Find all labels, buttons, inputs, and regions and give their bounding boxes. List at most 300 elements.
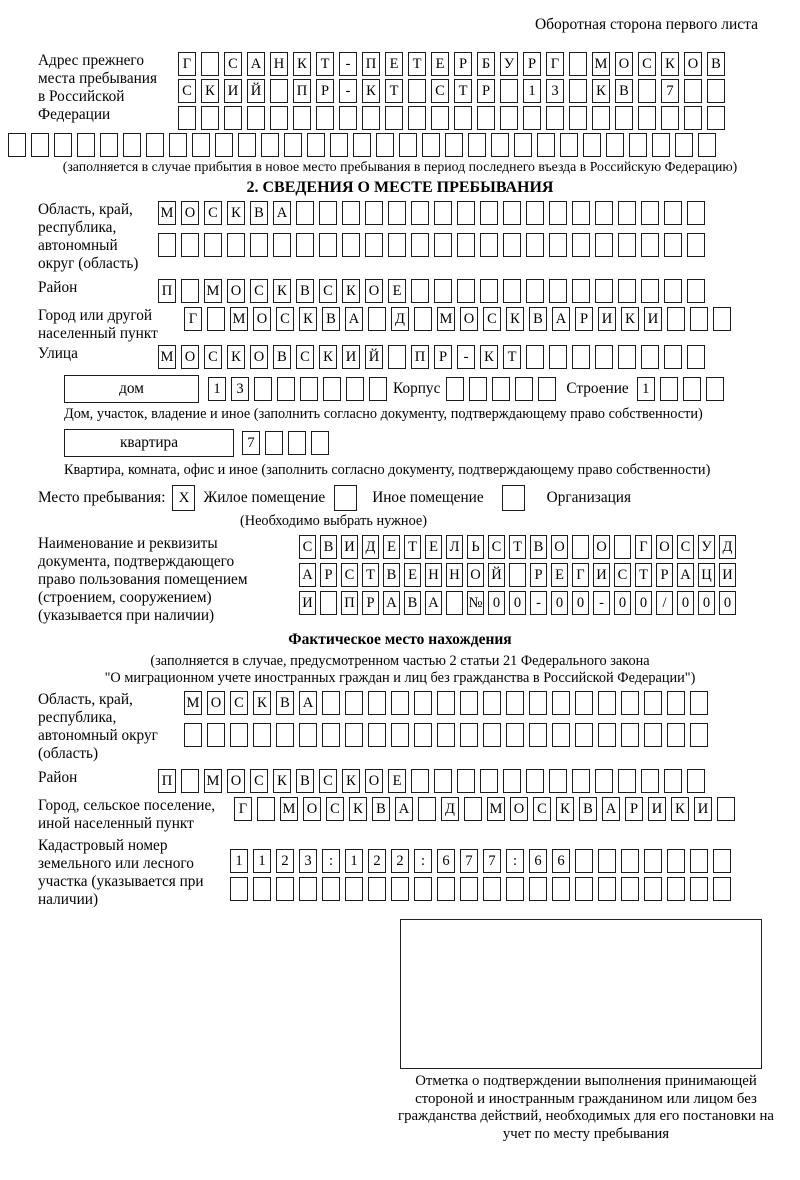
- empty-char-cell: [621, 723, 639, 747]
- empty-char-cell: [560, 133, 578, 157]
- empty-char-cell: [250, 233, 268, 257]
- char-cell: О: [181, 201, 199, 225]
- oblast-label: Область, край, республика, автономный округ (область): [38, 201, 139, 272]
- char-cell: В: [250, 201, 268, 225]
- empty-char-cell: [707, 79, 725, 103]
- char-cell: С: [483, 307, 501, 331]
- char-cell: С: [319, 769, 337, 793]
- empty-char-cell: [322, 877, 340, 901]
- char-cell: В: [529, 307, 547, 331]
- empty-char-cell: [460, 723, 478, 747]
- char-cell: К: [299, 307, 317, 331]
- empty-char-cell: [322, 691, 340, 715]
- empty-char-cell: [492, 377, 510, 401]
- empty-char-cell: [592, 106, 610, 130]
- empty-char-cell: [411, 769, 429, 793]
- char-cell: В: [615, 79, 633, 103]
- empty-char-cell: [411, 233, 429, 257]
- empty-char-cell: [569, 52, 587, 76]
- empty-char-cell: [683, 377, 701, 401]
- char-cell: Р: [362, 591, 379, 615]
- empty-char-cell: [572, 233, 590, 257]
- empty-char-cell: [204, 233, 222, 257]
- empty-char-cell: [238, 133, 256, 157]
- char-cell: 0: [698, 591, 715, 615]
- empty-char-cell: [514, 133, 532, 157]
- char-cell: 6: [552, 849, 570, 873]
- gorod-label: Город или другой населенный пункт: [38, 307, 158, 342]
- char-cell: К: [349, 797, 367, 821]
- char-cell: Р: [434, 345, 452, 369]
- empty-char-cell: [207, 307, 225, 331]
- char-cell: И: [648, 797, 666, 821]
- empty-char-cell: [598, 849, 616, 873]
- empty-char-cell: [368, 723, 386, 747]
- char-cell: Й: [365, 345, 383, 369]
- empty-char-cell: [468, 133, 486, 157]
- empty-char-cell: [254, 377, 272, 401]
- empty-char-cell: [713, 877, 731, 901]
- empty-char-cell: [339, 106, 357, 130]
- empty-char-cell: [614, 535, 631, 559]
- empty-char-cell: [667, 849, 685, 873]
- char-cell: Р: [454, 52, 472, 76]
- char-cell: -: [530, 591, 547, 615]
- char-cell: И: [299, 591, 316, 615]
- empty-char-cell: [230, 723, 248, 747]
- empty-char-cell: [644, 849, 662, 873]
- empty-char-cell: [434, 769, 452, 793]
- empty-char-cell: [598, 723, 616, 747]
- oblast3-label: Область, край, республика, автономный округ (область): [38, 691, 158, 762]
- empty-char-cell: [184, 723, 202, 747]
- empty-char-cell: [491, 133, 509, 157]
- char-cell: Е: [388, 769, 406, 793]
- empty-char-cell: [661, 106, 679, 130]
- empty-char-cell: [480, 233, 498, 257]
- char-cell: С: [296, 345, 314, 369]
- previous-address-row-3: [178, 106, 725, 130]
- empty-char-cell: [201, 52, 219, 76]
- empty-char-cell: [549, 201, 567, 225]
- char-cell: У: [500, 52, 518, 76]
- char-cell: С: [276, 307, 294, 331]
- empty-char-cell: [638, 79, 656, 103]
- korpus-label: Корпус: [393, 380, 441, 397]
- char-cell: О: [250, 345, 268, 369]
- empty-char-cell: [503, 201, 521, 225]
- empty-char-cell: [277, 377, 295, 401]
- char-cell: А: [299, 563, 316, 587]
- empty-char-cell: [345, 691, 363, 715]
- char-cell: И: [224, 79, 242, 103]
- char-cell: Ц: [698, 563, 715, 587]
- empty-char-cell: [664, 201, 682, 225]
- char-cell: С: [533, 797, 551, 821]
- kadastr-label: Кадастровый номер земельного или лесного участка (указывается при наличии): [38, 837, 204, 908]
- empty-char-cell: [227, 233, 245, 257]
- empty-char-cell: [687, 279, 705, 303]
- char-cell: 3: [231, 377, 249, 401]
- empty-char-cell: [431, 106, 449, 130]
- char-cell: Е: [388, 279, 406, 303]
- char-cell: М: [184, 691, 202, 715]
- char-cell: 3: [299, 849, 317, 873]
- previous-address-row-4: [8, 133, 800, 157]
- mesto-prebyvaniya-row: [38, 485, 800, 511]
- empty-char-cell: [230, 877, 248, 901]
- empty-char-cell: [575, 849, 593, 873]
- char-cell: К: [293, 52, 311, 76]
- previous-address-block: [38, 52, 800, 130]
- char-cell: М: [437, 307, 455, 331]
- document-label: Наименование и реквизиты документа, подтверждающего право пользования помещением (строением, сооружением) (указывается при наличии): [38, 535, 248, 624]
- document-row-3: [299, 591, 736, 615]
- empty-char-cell: [618, 279, 636, 303]
- empty-char-cell: [464, 797, 482, 821]
- ulitsa-block: [38, 345, 800, 369]
- char-cell: 1: [253, 849, 271, 873]
- char-cell: И: [644, 307, 662, 331]
- empty-char-cell: [158, 233, 176, 257]
- char-cell: К: [671, 797, 689, 821]
- empty-char-cell: [346, 377, 364, 401]
- oblast-block: [38, 201, 800, 273]
- char-cell: В: [707, 52, 725, 76]
- char-cell: А: [299, 691, 317, 715]
- stroenie-cells: [637, 377, 724, 401]
- char-cell: В: [273, 345, 291, 369]
- char-cell: С: [431, 79, 449, 103]
- empty-char-cell: [273, 233, 291, 257]
- empty-char-cell: [31, 133, 49, 157]
- empty-char-cell: [618, 233, 636, 257]
- char-cell: В: [296, 279, 314, 303]
- char-cell: В: [276, 691, 294, 715]
- char-cell: С: [299, 535, 316, 559]
- dom-box: [64, 375, 199, 403]
- char-cell: Т: [509, 535, 526, 559]
- char-cell: Т: [503, 345, 521, 369]
- empty-char-cell: [664, 769, 682, 793]
- char-cell: 0: [677, 591, 694, 615]
- empty-char-cell: [506, 723, 524, 747]
- empty-char-cell: [414, 877, 432, 901]
- dom-cells: [208, 377, 387, 401]
- empty-char-cell: [480, 279, 498, 303]
- char-cell: В: [322, 307, 340, 331]
- char-cell: О: [615, 52, 633, 76]
- empty-char-cell: [523, 106, 541, 130]
- char-cell: М: [487, 797, 505, 821]
- empty-char-cell: [457, 279, 475, 303]
- empty-char-cell: [621, 849, 639, 873]
- empty-char-cell: [446, 591, 463, 615]
- rayon-block: [38, 279, 800, 303]
- empty-char-cell: [391, 723, 409, 747]
- char-cell: :: [506, 849, 524, 873]
- char-cell: -: [339, 79, 357, 103]
- char-cell: Г: [234, 797, 252, 821]
- empty-char-cell: [572, 279, 590, 303]
- empty-char-cell: [569, 79, 587, 103]
- kadastr-row-1: [230, 849, 731, 873]
- empty-char-cell: [437, 723, 455, 747]
- char-cell: Т: [635, 563, 652, 587]
- char-cell: П: [341, 591, 358, 615]
- empty-char-cell: [509, 563, 526, 587]
- empty-char-cell: [181, 769, 199, 793]
- char-cell: И: [342, 345, 360, 369]
- empty-char-cell: [615, 106, 633, 130]
- korpus-cells: [446, 377, 556, 401]
- empty-char-cell: [503, 279, 521, 303]
- empty-char-cell: [345, 723, 363, 747]
- char-cell: 1: [637, 377, 655, 401]
- empty-char-cell: [181, 279, 199, 303]
- char-cell: М: [204, 769, 222, 793]
- empty-char-cell: [270, 79, 288, 103]
- char-cell: С: [326, 797, 344, 821]
- char-cell: А: [345, 307, 363, 331]
- choose-note: (Необходимо выбрать нужное): [240, 513, 428, 529]
- empty-char-cell: [529, 877, 547, 901]
- document-row-1: [299, 535, 736, 559]
- char-cell: С: [488, 535, 505, 559]
- empty-char-cell: [641, 769, 659, 793]
- empty-char-cell: [368, 307, 386, 331]
- empty-char-cell: [598, 877, 616, 901]
- char-cell: Е: [385, 52, 403, 76]
- empty-char-cell: [713, 307, 731, 331]
- char-cell: 0: [551, 591, 568, 615]
- empty-char-cell: [713, 849, 731, 873]
- empty-char-cell: [434, 279, 452, 303]
- char-cell: 7: [661, 79, 679, 103]
- oblast-cells: [158, 201, 705, 257]
- char-cell: Ь: [467, 535, 484, 559]
- rayon-cells: [158, 279, 705, 303]
- stroenie-label: Строение: [566, 380, 629, 397]
- char-cell: Т: [408, 52, 426, 76]
- kvartira-box-label: квартира: [120, 434, 178, 451]
- char-cell: С: [614, 563, 631, 587]
- empty-char-cell: [549, 233, 567, 257]
- char-cell: Р: [316, 79, 334, 103]
- char-cell: К: [506, 307, 524, 331]
- empty-char-cell: [414, 723, 432, 747]
- char-cell: О: [181, 345, 199, 369]
- organizatsiya-checkbox: [502, 485, 525, 511]
- previous-address-row-2: [178, 79, 725, 103]
- char-cell: М: [204, 279, 222, 303]
- inoe-checkbox: [334, 485, 357, 511]
- empty-char-cell: [54, 133, 72, 157]
- empty-char-cell: [698, 133, 716, 157]
- empty-char-cell: [500, 106, 518, 130]
- rayon3-block: [38, 769, 800, 793]
- empty-char-cell: [368, 877, 386, 901]
- empty-char-cell: [687, 769, 705, 793]
- dom-box-label: дом: [119, 380, 144, 397]
- char-cell: Е: [431, 52, 449, 76]
- empty-char-cell: [284, 133, 302, 157]
- empty-char-cell: [388, 201, 406, 225]
- char-cell: Й: [247, 79, 265, 103]
- empty-char-cell: [687, 233, 705, 257]
- char-cell: Г: [178, 52, 196, 76]
- char-cell: С: [250, 279, 268, 303]
- empty-char-cell: [457, 201, 475, 225]
- empty-char-cell: [422, 133, 440, 157]
- empty-char-cell: [675, 133, 693, 157]
- empty-char-cell: [621, 877, 639, 901]
- char-cell: С: [224, 52, 242, 76]
- empty-char-cell: [411, 279, 429, 303]
- char-cell: Д: [441, 797, 459, 821]
- rayon3-cells: [158, 769, 705, 793]
- empty-char-cell: [201, 106, 219, 130]
- empty-char-cell: [342, 233, 360, 257]
- char-cell: О: [684, 52, 702, 76]
- empty-char-cell: [690, 849, 708, 873]
- char-cell: 2: [276, 849, 294, 873]
- empty-char-cell: [515, 377, 533, 401]
- empty-char-cell: [549, 345, 567, 369]
- empty-char-cell: [595, 345, 613, 369]
- gorod-cells: [184, 307, 731, 331]
- previous-address-row-1: [178, 52, 725, 76]
- empty-char-cell: [526, 279, 544, 303]
- empty-char-cell: [660, 377, 678, 401]
- empty-char-cell: [391, 877, 409, 901]
- empty-char-cell: [621, 691, 639, 715]
- empty-char-cell: [178, 106, 196, 130]
- char-cell: :: [322, 849, 340, 873]
- char-cell: А: [602, 797, 620, 821]
- empty-char-cell: [595, 769, 613, 793]
- dom-row: [64, 375, 800, 403]
- empty-char-cell: [549, 769, 567, 793]
- empty-char-cell: [526, 769, 544, 793]
- empty-char-cell: [641, 345, 659, 369]
- empty-char-cell: [288, 431, 306, 455]
- empty-char-cell: [368, 691, 386, 715]
- kadastr-cells: [230, 849, 731, 901]
- empty-char-cell: [100, 133, 118, 157]
- char-cell: И: [598, 307, 616, 331]
- empty-char-cell: [483, 723, 501, 747]
- char-cell: 0: [719, 591, 736, 615]
- empty-char-cell: [687, 345, 705, 369]
- char-cell: К: [201, 79, 219, 103]
- empty-char-cell: [690, 691, 708, 715]
- empty-char-cell: [667, 723, 685, 747]
- char-cell: 1: [230, 849, 248, 873]
- char-cell: К: [661, 52, 679, 76]
- empty-char-cell: [270, 106, 288, 130]
- rayon3-label: Район: [38, 769, 78, 786]
- document-row-2: [299, 563, 736, 587]
- char-cell: А: [425, 591, 442, 615]
- char-cell: А: [677, 563, 694, 587]
- empty-char-cell: [644, 723, 662, 747]
- char-cell: :: [414, 849, 432, 873]
- char-cell: М: [158, 345, 176, 369]
- char-cell: С: [677, 535, 694, 559]
- empty-char-cell: [552, 877, 570, 901]
- char-cell: С: [250, 769, 268, 793]
- empty-char-cell: [77, 133, 95, 157]
- empty-char-cell: [146, 133, 164, 157]
- empty-char-cell: [388, 345, 406, 369]
- empty-char-cell: [446, 377, 464, 401]
- empty-char-cell: [552, 723, 570, 747]
- empty-char-cell: [641, 201, 659, 225]
- empty-char-cell: [319, 233, 337, 257]
- char-cell: /: [656, 591, 673, 615]
- empty-char-cell: [342, 201, 360, 225]
- char-cell: Т: [385, 79, 403, 103]
- char-cell: П: [362, 52, 380, 76]
- char-cell: О: [656, 535, 673, 559]
- char-cell: С: [204, 201, 222, 225]
- char-cell: Н: [425, 563, 442, 587]
- kadastr-block: [38, 837, 800, 909]
- oblast3-row-2: [184, 723, 708, 747]
- empty-char-cell: [457, 769, 475, 793]
- char-cell: А: [552, 307, 570, 331]
- char-cell: -: [457, 345, 475, 369]
- kadastr-row-2: [230, 877, 731, 901]
- char-cell: К: [227, 345, 245, 369]
- inoe-label: Иное помещение: [372, 489, 484, 506]
- empty-char-cell: [687, 201, 705, 225]
- organizatsiya-label: Организация: [546, 489, 632, 506]
- empty-char-cell: [667, 307, 685, 331]
- mesto-label: Место пребывания:: [38, 489, 166, 506]
- char-cell: Р: [625, 797, 643, 821]
- kvartira-row: [64, 429, 800, 457]
- empty-char-cell: [575, 723, 593, 747]
- kvartira-cells: [242, 431, 329, 455]
- empty-char-cell: [477, 106, 495, 130]
- char-cell: Н: [270, 52, 288, 76]
- empty-char-cell: [469, 377, 487, 401]
- empty-char-cell: [641, 233, 659, 257]
- char-cell: В: [404, 591, 421, 615]
- empty-char-cell: [434, 201, 452, 225]
- empty-char-cell: [598, 691, 616, 715]
- char-cell: О: [551, 535, 568, 559]
- char-cell: Т: [362, 563, 379, 587]
- char-cell: В: [296, 769, 314, 793]
- empty-char-cell: [690, 877, 708, 901]
- char-cell: Р: [320, 563, 337, 587]
- empty-char-cell: [408, 79, 426, 103]
- char-cell: Р: [523, 52, 541, 76]
- char-cell: Б: [477, 52, 495, 76]
- char-cell: 6: [529, 849, 547, 873]
- char-cell: В: [579, 797, 597, 821]
- section3-note-1: (заполняется в случае, предусмотренном частью 2 статьи 21 Федерального закона: [150, 653, 650, 669]
- char-cell: В: [372, 797, 390, 821]
- char-cell: П: [411, 345, 429, 369]
- empty-char-cell: [595, 233, 613, 257]
- empty-char-cell: [369, 377, 387, 401]
- char-cell: С: [638, 52, 656, 76]
- empty-char-cell: [480, 201, 498, 225]
